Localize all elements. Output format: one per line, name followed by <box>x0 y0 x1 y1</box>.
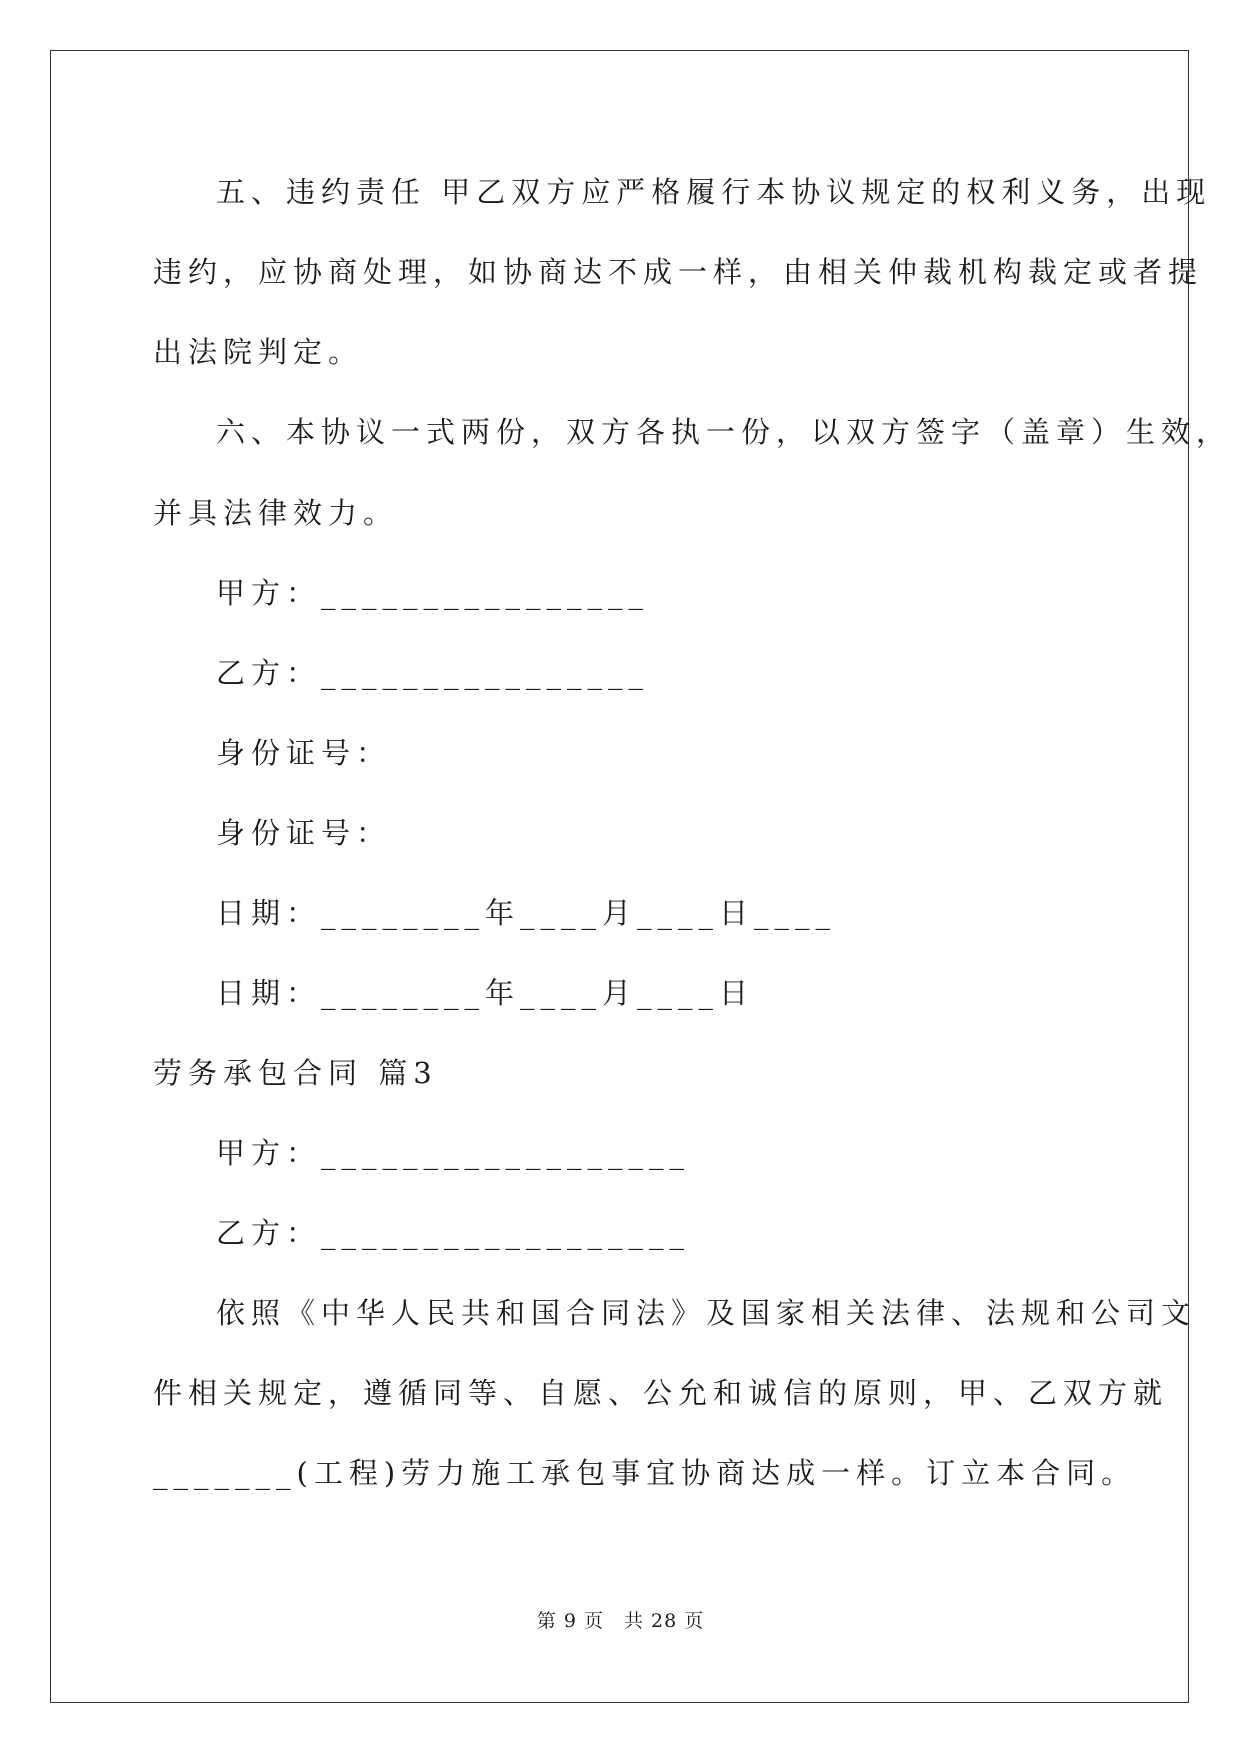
date-field: 日期：________年____月____日____ <box>216 896 837 930</box>
paragraph-line: 件相关规定，遵循同等、自愿、公允和诚信的原则，甲、乙双方就 <box>153 1376 1169 1410</box>
paragraph-line: 依照《中华人民共和国合同法》及国家相关法律、法规和公司文 <box>216 1296 1197 1330</box>
party-a-field: 甲方：________________ <box>216 576 650 610</box>
party-b-field: 乙方：________________ <box>216 656 650 690</box>
paragraph-line: _______(工程)劳力施工承包事宜协商达成一样。订立本合同。 <box>153 1456 1137 1490</box>
paragraph-line: 并具法律效力。 <box>153 496 399 530</box>
party-b-field: 乙方：__________________ <box>216 1216 691 1250</box>
party-a-field: 甲方：__________________ <box>216 1136 691 1170</box>
paragraph-line: 五、违约责任 甲乙双方应严格履行本协议规定的权利义务，出现 <box>216 175 1212 209</box>
paragraph-line: 出法院判定。 <box>153 335 364 369</box>
paragraph-line: 六、本协议一式两份，双方各执一份，以双方签字（盖章）生效， <box>216 415 1232 449</box>
section-heading: 劳务承包合同 篇3 <box>153 1056 438 1090</box>
paragraph-line: 违约，应协商处理，如协商达不成一样，由相关仲裁机构裁定或者提 <box>153 255 1204 289</box>
id-number-field: 身份证号： <box>216 816 392 850</box>
page-number: 第 9 页 共 28 页 <box>536 1610 705 1632</box>
date-field: 日期：________年____月____日 <box>216 976 755 1010</box>
id-number-field: 身份证号： <box>216 736 392 770</box>
